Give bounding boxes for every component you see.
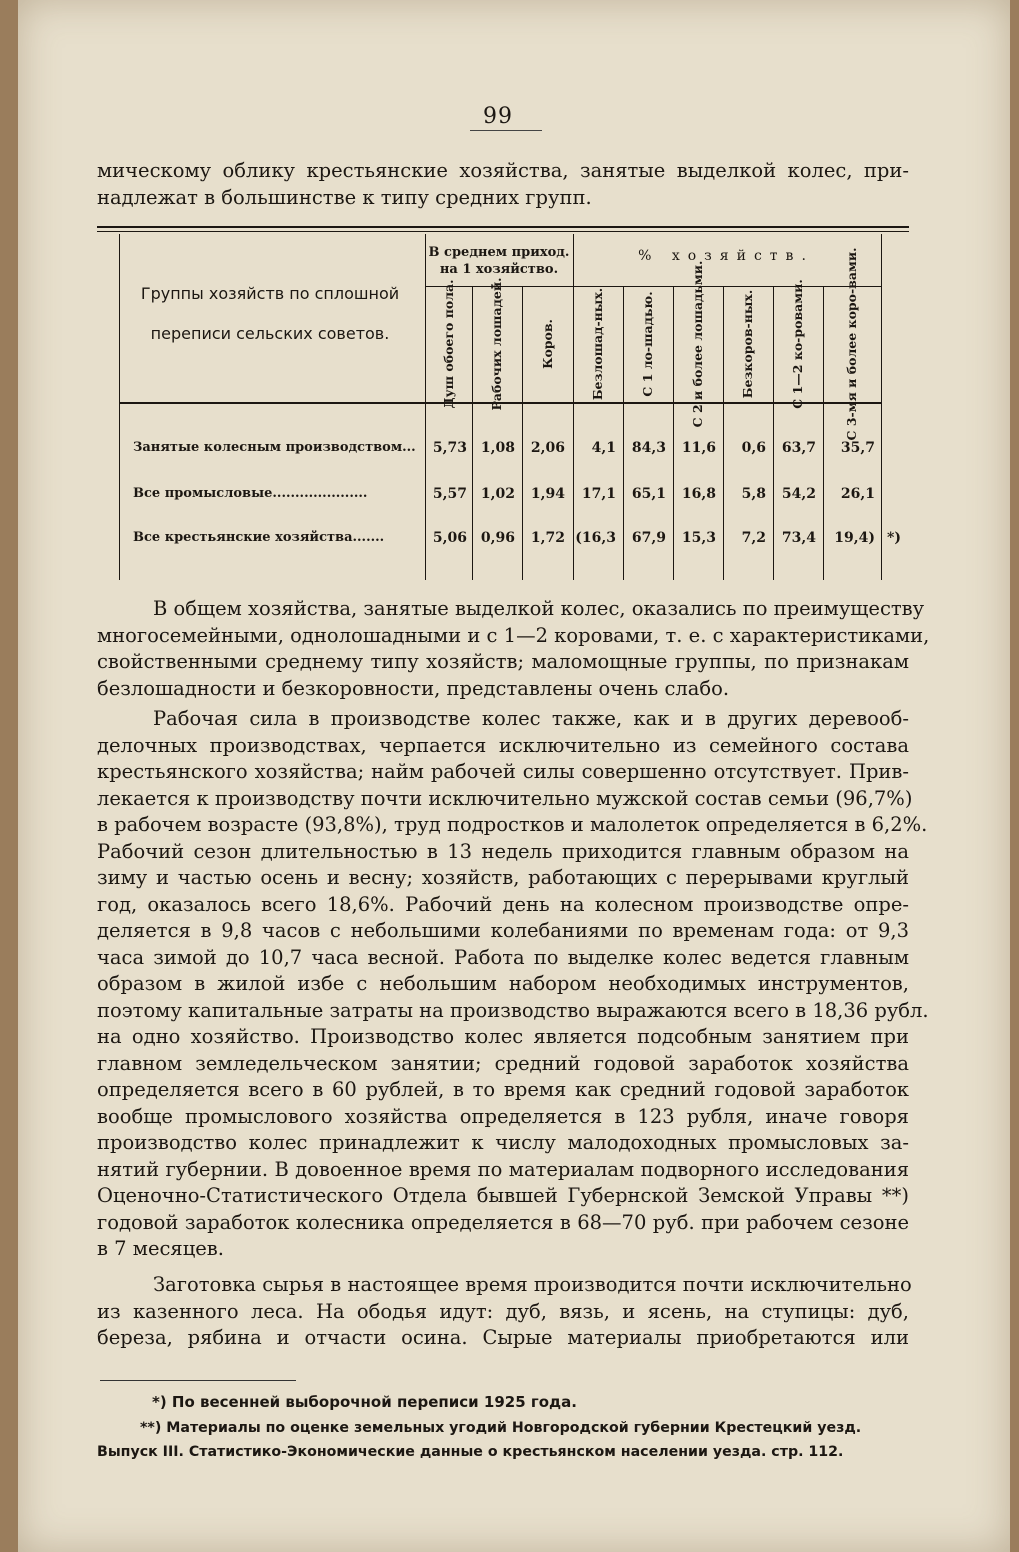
- col-header-one-two-cows: С 1—2 ко-ровами.: [790, 279, 805, 409]
- text-line: производство колес принадлежит к числу малодоходных промысловых за-: [97, 1131, 909, 1154]
- text-line: делочных производствах, черпается исключительно из семейного состава: [97, 733, 909, 757]
- cell: 16,8: [681, 486, 716, 502]
- table-row: [97, 436, 909, 466]
- table-row: [97, 526, 909, 556]
- table-row: [97, 482, 909, 512]
- footnote-mark: *): [887, 530, 901, 546]
- text-line: главном земледельческом занятии; средний годовой заработок хозяйства: [97, 1051, 909, 1075]
- col-header-souls: Душ обоего пола.: [441, 279, 456, 409]
- cell: 84,3: [631, 440, 666, 456]
- cell: 5,06: [432, 530, 467, 546]
- cell: 26,1: [840, 486, 875, 502]
- text-line: Оценочно-Статистического Отдела бывшей Губернской Земской Управы **): [97, 1184, 909, 1207]
- page-number: 99: [483, 104, 513, 129]
- text-line: крестьянского хозяйства; найм рабочей силы совершенно отсутствует. Прив-: [97, 760, 909, 783]
- cell: 1,08: [480, 440, 515, 456]
- text-line: лекается к производству почти исключительно мужской состав семьи (96,7%): [97, 786, 913, 810]
- col-header-three-cows: С 3-мя и более коро-вами.: [844, 247, 859, 441]
- cell: 54,2: [781, 486, 816, 502]
- cell: 5,57: [432, 486, 467, 502]
- cell: 19,4): [834, 530, 875, 546]
- cell: 1,94: [530, 486, 565, 502]
- intro-paragraph: [97, 158, 909, 211]
- cell: 4,1: [591, 440, 616, 456]
- col-header-horseless: Безлошад-ных.: [590, 287, 605, 401]
- text-line: деляется в 9,8 часов с небольшими колебаниями по временам года: от 9,3: [97, 919, 909, 942]
- footnote-rule: [100, 1380, 296, 1381]
- row-label: Все крестьянские хозяйства.......: [133, 530, 385, 545]
- cell: 7,2: [741, 530, 766, 546]
- cell: 1,02: [480, 486, 515, 502]
- intro-line: мическому облику крестьянские хозяйства, занятые выделкой колес, при-: [97, 159, 909, 182]
- row-label: Занятые колесным производством...: [133, 440, 416, 455]
- col-header-cowless: Безкоров-ных.: [740, 289, 755, 399]
- footnote-1: *) По весенней выборочной переписи 1925 года.: [152, 1393, 577, 1411]
- text-line: Заготовка сырья в настоящее время производится почти исключительно: [153, 1273, 912, 1296]
- text-line: поэтому капитальные затраты на производство выражаются всего в 18,36 рубл.: [97, 998, 929, 1022]
- paragraph-3: [97, 1272, 912, 1352]
- cell: 67,9: [631, 530, 666, 546]
- cell: 0,96: [480, 530, 515, 546]
- text-line: Рабочая сила в производстве колес также, как и в других деревооб-: [153, 707, 909, 730]
- cell: 2,06: [530, 440, 565, 456]
- text-line: определяется всего в 60 рублей, в то время как средний годовой заработок: [97, 1078, 909, 1101]
- text-line: из казенного леса. На ободья идут: дуб, вязь, и ясень, на ступицы: дуб,: [97, 1299, 909, 1323]
- group-header: Группы хозяйств по сплошной переписи сельских советов.: [140, 284, 400, 343]
- text-line: в рабочем возрасте (93,8%), труд подростков и малолеток определяется в 6,2%.: [97, 813, 928, 836]
- footnote-2-cont: Выпуск III. Статистико-Экономические данные о крестьянском населении уезда. стр. 112.: [97, 1444, 844, 1460]
- text-line: береза, рябина и отчасти осина. Сырые материалы приобретаются или: [97, 1326, 909, 1349]
- text-line: образом в жилой избе с небольшим набором необходимых инструментов,: [97, 972, 909, 995]
- paragraph-2: [97, 706, 929, 1263]
- col-header-cows: Коров.: [540, 319, 555, 369]
- row-label: Все промысловые.....................: [133, 486, 368, 501]
- percent-header: % хозяйств.: [638, 248, 814, 264]
- statistics-table: [97, 226, 909, 582]
- cell: 1,72: [530, 530, 565, 546]
- text-line: многосемейными, однолошадными и с 1—2 коровами, т. е. с характеристиками,: [97, 623, 930, 647]
- cell: 73,4: [781, 530, 816, 546]
- text-line: В общем хозяйства, занятые выделкой колес, оказались по преимуществу: [153, 597, 925, 620]
- intro-line: надлежат в большинстве к типу средних групп.: [97, 185, 592, 209]
- text-line: годовой заработок колесника определяется в 68—70 руб. при рабочем сезоне: [97, 1210, 909, 1234]
- text-line: безлошадности и безкоровности, представлены очень слабо.: [97, 676, 730, 700]
- col-header-two-horses: С 2 и более лошадьми.: [690, 260, 705, 428]
- cell: 63,7: [781, 440, 816, 456]
- avg-header: В среднем приход. на 1 хозяйство.: [428, 245, 570, 277]
- page-number-rule: [470, 130, 542, 131]
- cell: 35,7: [840, 440, 875, 456]
- cell: 11,6: [681, 440, 716, 456]
- col-header-horses: Рабочих лошадей.: [489, 277, 504, 411]
- cell: 65,1: [631, 486, 666, 502]
- table-top-rule: [97, 226, 909, 228]
- cell: 5,8: [741, 486, 766, 502]
- cell: 0,6: [741, 440, 766, 456]
- cell: 17,1: [581, 486, 616, 502]
- text-line: нятий губернии. В довоенное время по материалам подворного исследования: [97, 1157, 909, 1181]
- cell: 15,3: [681, 530, 716, 546]
- col-header-one-horse: С 1 ло-шадью.: [640, 291, 655, 397]
- text-line: свойственными среднему типу хозяйств; маломощные группы, по признакам: [97, 650, 909, 673]
- text-line: часа зимой до 10,7 часа весной. Работа по выделке колес ведется главным: [97, 945, 909, 969]
- text-line: на одно хозяйство. Производство колес является подсобным занятием при: [97, 1025, 909, 1048]
- cell: (16,3: [575, 530, 616, 546]
- text-line: в 7 месяцев.: [97, 1237, 224, 1260]
- text-line: зиму и частью осень и весну; хозяйств, работающих с перерывами круглый: [97, 866, 909, 889]
- footnote-2: **) Материалы по оценке земельных угодий Новгородской губернии Крестецкий уезд.: [140, 1420, 862, 1436]
- text-line: год, оказалось всего 18,6%. Рабочий день на колесном производстве опре-: [97, 892, 909, 916]
- table-top-rule-thin: [97, 231, 909, 232]
- cell: 5,73: [432, 440, 467, 456]
- text-line: Рабочий сезон длительностью в 13 недель приходится главным образом на: [97, 839, 909, 863]
- paragraph-1: [97, 596, 930, 702]
- text-line: вообще промыслового хозяйства определяется в 123 рубля, иначе говоря: [97, 1104, 909, 1128]
